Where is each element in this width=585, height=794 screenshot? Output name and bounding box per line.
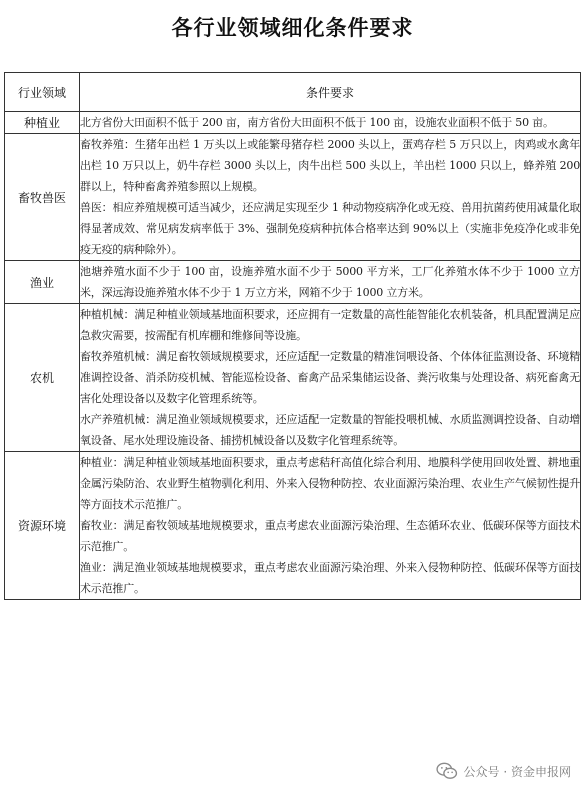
header-domain: 行业领域	[5, 73, 80, 112]
wechat-icon	[436, 762, 458, 780]
row-domain-livestock: 畜牧兽医	[5, 134, 80, 261]
requirement-paragraph: 池塘养殖水面不少于 100 亩，设施养殖水面不少于 5000 平方米，工厂化养殖水体不少于 1000 立方米，深远海设施养殖水体不少于 1 万立方米，网箱不少于 1000 立方米。	[80, 265, 580, 299]
page-title: 各行业领域细化条件要求	[171, 16, 414, 40]
table-row	[5, 304, 581, 452]
requirement-paragraph: 北方省份大田面积不低于 200 亩，南方省份大田面积不低于 100 亩，设施农业面积不低于 50 亩。	[80, 116, 554, 129]
requirement-paragraph: 兽医：相应养殖规模可适当减少，还应满足实现至少 1 种动物疫病净化或无疫、兽用抗菌药使用减量化取得显著成效、常见病发病率低于 3%、强制免疫病种抗体合格率达到 90%以上（实施非免疫净化或非免疫无疫的病种除外）。	[80, 201, 580, 256]
row-domain-environment: 资源环境	[5, 452, 80, 600]
row-requirement-fishery	[80, 261, 581, 304]
row-requirement-planting	[80, 112, 581, 134]
table-row	[5, 112, 581, 134]
conditions-table	[4, 72, 581, 600]
header-requirement: 条件要求	[80, 73, 581, 112]
table-row	[5, 261, 581, 304]
row-domain-planting: 种植业	[5, 112, 80, 134]
table-row	[5, 134, 581, 261]
row-requirement-environment	[80, 452, 581, 600]
watermark	[436, 762, 571, 780]
table-row	[5, 452, 581, 600]
requirement-paragraph: 畜牧业：满足畜牧领域基地规模要求，重点考虑农业面源污染治理、生态循环农业、低碳环保等方面技术示范推广。	[80, 519, 580, 553]
row-domain-fishery: 渔业	[5, 261, 80, 304]
requirement-paragraph: 种植业：满足种植业领域基地面积要求，重点考虑秸秆高值化综合利用、地膜科学使用回收处置、耕地重金属污染防治、农业野生植物驯化利用、外来入侵物种防控、农业面源污染治理、农业生产气候韧性提升等方面技术示范推广。	[80, 456, 580, 511]
watermark-text: 公众号 · 资金申报网	[463, 764, 571, 779]
requirement-paragraph: 水产养殖机械：满足渔业领域规模要求，还应适配一定数量的智能投喂机械、水质监测调控设备、自动增氧设备、尾水处理设施设备、捕捞机械设备以及数字化管理系统等。	[80, 413, 580, 447]
requirement-paragraph: 畜牧养殖：生猪年出栏 1 万头以上或能繁母猪存栏 2000 头以上，蛋鸡存栏 5 万只以上，肉鸡或水禽年出栏 10 万只以上，奶牛存栏 3000 头以上，肉牛出栏 500 头以上，羊出栏 1000 只以上，蜂养殖 200 群以上，特种畜禽养殖参照以上规模。	[80, 138, 580, 193]
row-requirement-machinery	[80, 304, 581, 452]
row-domain-machinery: 农机	[5, 304, 80, 452]
requirement-paragraph: 渔业：满足渔业领域基地规模要求，重点考虑农业面源污染治理、外来入侵物种防控、低碳环保等方面技术示范推广。	[80, 561, 580, 595]
requirement-paragraph: 畜牧养殖机械：满足畜牧领域规模要求，还应适配一定数量的精准饲喂设备、个体体征监测设备、环境精准调控设备、消杀防疫机械、智能巡检设备、畜禽产品采集储运设备、粪污收集与处理设备、病死畜禽无害化处理设备以及数字化管理系统等。	[80, 350, 580, 405]
table-header-row	[5, 73, 581, 112]
requirement-paragraph: 种植机械：满足种植业领域基地面积要求，还应拥有一定数量的高性能智能化农机装备，机具配置满足应急救灾需要，按需配有机库棚和维修间等设施。	[80, 308, 580, 342]
row-requirement-livestock	[80, 134, 581, 261]
